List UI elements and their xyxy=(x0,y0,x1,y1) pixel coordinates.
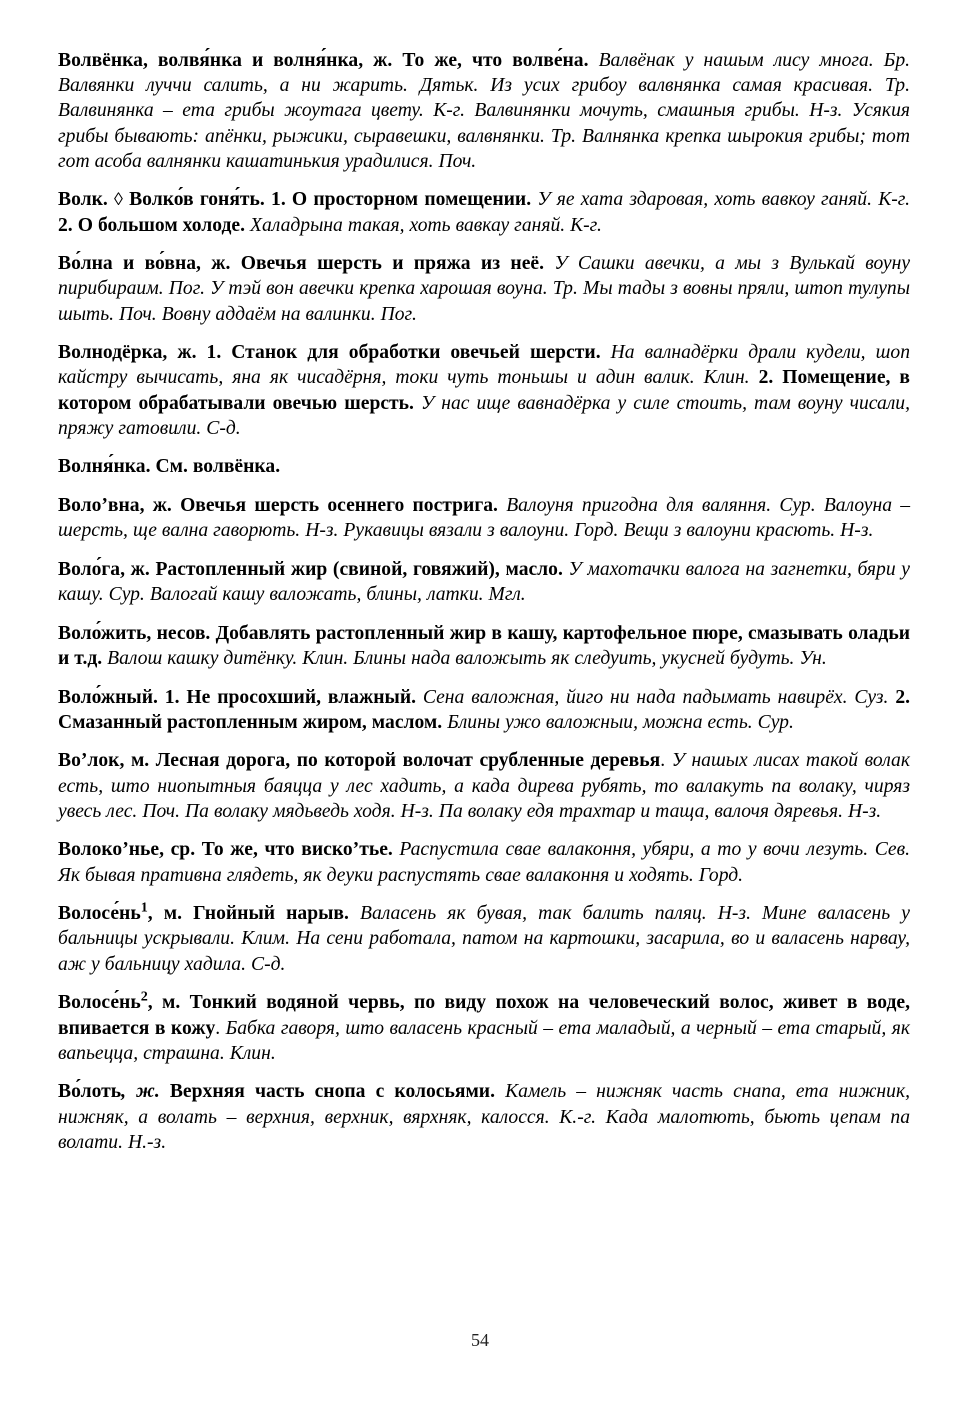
sense-definition-1: Не просохший, влажный. xyxy=(186,686,417,708)
entry-headword: Во’лок, м. xyxy=(58,750,150,772)
entry-examples: Валош кашку дитёнку. Клин. Блины нада валожыть як следуить, укусней будуть. Ун. xyxy=(107,647,827,669)
entry-definition: Растопленный жир (свиной, говяжий), масло. xyxy=(155,558,563,580)
dictionary-entry-volosen-2 xyxy=(58,990,910,1066)
entry-headword: Воло́га, ж. xyxy=(58,558,150,580)
sense-examples-1: У яе хата здаровая, хоть вавкоу ганяй. К-г. xyxy=(537,189,911,211)
entry-headword: Воло’вна, ж. xyxy=(58,495,172,517)
entry-definition: Верхняя часть снопа с колосьями. xyxy=(169,1081,495,1103)
sense-definition-1: Станок для обработки овечьей шерсти. xyxy=(231,342,601,364)
entry-definition: Овечья шерсть осеннего пострига. xyxy=(180,495,498,517)
sense-number-1: 1. xyxy=(206,342,222,364)
entry-definition-period: . xyxy=(660,750,666,772)
sense-definition-2: Помещение, в котором обрабатывали овечью шерсть. xyxy=(58,367,910,414)
entry-definition: Гнойный нарыв. xyxy=(193,903,349,925)
dictionary-entry-volvyonka xyxy=(58,48,910,174)
page-content xyxy=(58,48,910,1155)
entry-headword: Воло́жить, несов. xyxy=(58,622,211,644)
sense-examples-1: Сена валожная, йиго ни нада падымать навирёх. Суз. xyxy=(422,686,889,708)
dictionary-entry-volokonye xyxy=(58,837,910,887)
entry-examples: У нашых лисах такой волак есть, што ниопытныя баяцца у лес хадить, а када дирева рубять, то валакуть па волаку, чиряз увесь лес. Поч. Па волаку мядьведь ходя. Н-з. Па волаку едя трахтар и таща, валочя дяревья. Н-з. xyxy=(58,750,910,822)
entry-definition: То же, что волве́на. xyxy=(402,50,589,71)
entry-grammar: , ж. xyxy=(121,1081,160,1103)
homonym-superscript: 1 xyxy=(140,899,148,916)
dictionary-entry-volna xyxy=(58,251,910,327)
entry-definition: Лесная дорога, по которой волочат срубленные деревья xyxy=(155,750,661,772)
entry-headword: Волвёнка, волвя́нка и волня́нка, ж. xyxy=(58,50,393,71)
dictionary-entry-volnyanka xyxy=(58,454,910,479)
entry-headword: Волоко’нье, ср. xyxy=(58,839,196,861)
sense-number-1: 1. xyxy=(164,686,180,708)
entry-headword: Волосе́нь xyxy=(58,992,141,1014)
entry-headword: Волк. xyxy=(58,189,108,211)
dictionary-entry-volok xyxy=(58,748,910,824)
entry-examples: У махотачки валога на загнетки, бяри у кашу. Сур. Валогай кашу валожать, блины, латки. Мгл. xyxy=(58,558,910,606)
dictionary-entry-volozhit xyxy=(58,621,910,671)
entry-examples: Валвёнак у нашым лису многа. Бр. Валвянки луччи салить, а ни жарить. Дятьк. Из усих грибоу валвнянка самая красивая. Тр. Валвинянка – ета грибы жоутага цвету. К-г. Валвинянки мочуть, смашныя грибы. Н-з. Усякия грибы бывають: апёнки, рыжики, сыравешки, валвнянки. Тр. Валнянка крепка шырокия грибы; тот гот асоба валнянки кашатинькия урадилися. Поч. xyxy=(58,50,911,172)
entry-definition: То же, что виско’тье. xyxy=(201,839,393,861)
sense-definition-2: О большом холоде. xyxy=(77,214,246,236)
sense-examples-2: Халадрына такая, хоть вавкау ганяй. К-г. xyxy=(250,214,602,236)
entry-definition: Тонкий водяной червь, по виду похож на человеческий волос, живет в воде, впивается в кожу xyxy=(58,992,910,1039)
sense-number-2: 2. xyxy=(758,367,774,389)
sense-definition-1: О просторном помещении. xyxy=(291,189,532,211)
entry-definition: Добавлять растопленный жир в кашу, картофельное пюре, смазывать оладьи и т.д. xyxy=(58,622,910,669)
sense-number-2: 2. xyxy=(58,214,73,236)
entry-examples: Бабка гаворя, што валасень красный – ета маладый, а черный – ета старый, як вапьецца, страшна. Клин. xyxy=(58,1017,911,1064)
homonym-superscript: 2 xyxy=(140,988,148,1005)
dictionary-entry-volk xyxy=(58,187,910,237)
dictionary-entry-volovna xyxy=(58,493,910,543)
dictionary-entry-volot xyxy=(58,1079,910,1155)
sense-examples-2: Блины ужо валожныи, можна есть. Сур. xyxy=(447,711,794,733)
entry-examples: Валоуня пригодна для валяння. Сур. Валоуна – шерсть, ще вална гаворють. Н-з. Рукавицы вязали з валоуни. Горд. Вещи з валоуни красють. Н-з. xyxy=(58,495,911,542)
entry-headword: Волня́нка. См. волвёнка. xyxy=(58,456,281,478)
entry-headword: Волнодёрка, ж. xyxy=(58,342,197,364)
dictionary-entry-volosen-1 xyxy=(58,901,910,977)
page-number: 54 xyxy=(471,1330,489,1350)
entry-grammar: , м. xyxy=(147,903,182,925)
dictionary-entry-volnodyorka xyxy=(58,340,910,441)
entry-headword: Во́лоть xyxy=(58,1081,122,1103)
entry-idiom: Волко́в гоня́ть. xyxy=(129,189,265,211)
entry-definition-period: . xyxy=(215,1017,221,1039)
sense-examples-2: У нас ище вавнадёрка у силе стоить, там воуну чисали, пряжу гатовили. С-д. xyxy=(58,392,911,439)
sense-definition-2: Смазанный растопленным жиром, маслом. xyxy=(58,711,443,733)
dictionary-entry-volozhnyj xyxy=(58,685,910,735)
sense-examples-1: На валнадёрки драли кудели, шоп кайстру вычисать, яна як чисадёрня, токи чуть тоньшы и адин валик. Клин. xyxy=(58,342,910,389)
dictionary-entry-vologa xyxy=(58,557,910,607)
sense-number-2: 2. xyxy=(895,686,911,708)
entry-definition: Овечья шерсть и пряжа из неё. xyxy=(240,253,544,275)
entry-headword: Волосе́нь xyxy=(58,903,141,925)
entry-grammar: , м. xyxy=(147,992,181,1014)
entry-examples: У Сашки авечки, а мы з Вулькай воуну пирибираим. Пог. У тэй вон авечки крепка харошая воуна. Тр. Мы тады з вовны пряли, штоп тулупы шыть. Поч. Вовну аддаём на валинки. Пог. xyxy=(58,253,911,325)
sense-number-1: 1. xyxy=(271,189,286,211)
entry-examples: Валасень як бувая, так балить паляц. Н-з. Мине валасень у бальницы ускрывали. Клим. На сени работала, патом на картошки, засарила, во и валасень нарвау, аж у бальницу хадила. С-д. xyxy=(58,903,910,975)
lozenge-icon: ◊ xyxy=(114,189,123,210)
entry-headword: Воло́жный. xyxy=(58,686,158,708)
entry-examples: Камель – нижняк часть снапа, ета нижник, нижняк, а волать – верхния, верхник, вярхняк, калосся. К.-г. Када малотють, бьють цепам па волати. Н.-з. xyxy=(58,1081,911,1153)
entry-headword: Во́лна и во́вна, ж. xyxy=(58,253,231,275)
entry-examples: Распустила свае валаконня, убяри, а то у вочи лезуть. Сев. Як бывая пративна глядеть, як деуки распустять свае валаконня и ходять. Горд. xyxy=(58,839,911,886)
